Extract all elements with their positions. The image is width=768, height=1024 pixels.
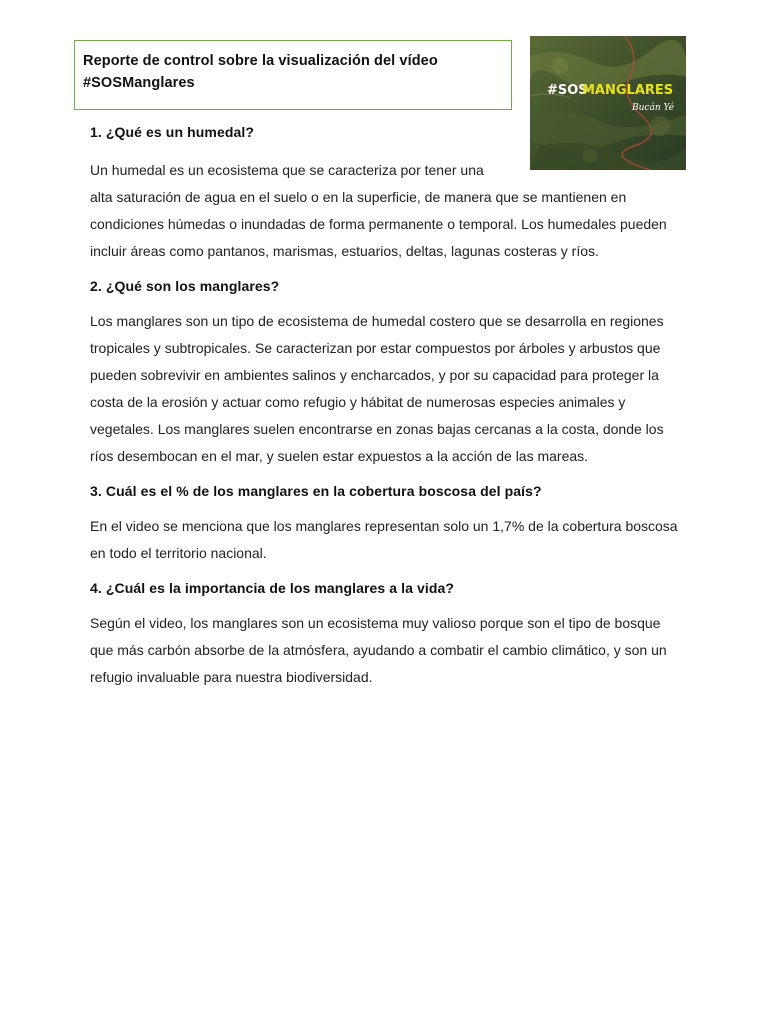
thumbnail-text-prefix: #SOS — [547, 83, 588, 98]
document-title: Reporte de control sobre la visualización del vídeo #SOSManglares — [83, 53, 438, 91]
thumbnail-signature: Bucán Yé — [632, 103, 674, 113]
question-4: 4. ¿Cuál es la importancia de los manglares a la vida? — [90, 580, 455, 596]
question-1: 1. ¿Qué es un humedal? — [90, 124, 255, 140]
answer-1-line1: Un humedal es un ecosistema que se caracteriza por tener una — [90, 162, 484, 178]
answer-1-rest: alta saturación de agua en el suelo o en la superficie, de manera que se mantienen en condiciones húmedas o inundadas de forma permanente o temporal. Los humedales pueden incluir áreas como pantanos, marismas, estuarios, deltas, lagunas costeras y ríos. — [90, 189, 667, 259]
answer-3: En el video se menciona que los manglares representan solo un 1,7% de la cobertura boscosa en todo el territorio nacional. — [90, 518, 678, 561]
question-2: 2. ¿Qué son los manglares? — [90, 278, 280, 294]
answer-4: Según el video, los manglares son un ecosistema muy valioso porque son el tipo de bosque que más carbón absorbe de la atmósfera, ayudando a combatir el cambio climático, y son un refugio invaluable para nuestra biodiversidad. — [90, 615, 667, 685]
document-body — [90, 122, 680, 702]
answer-1 — [90, 157, 680, 265]
title-box — [74, 40, 512, 110]
answer-2: Los manglares son un tipo de ecosistema de humedal costero que se desarrolla en regiones tropicales y subtropicales. Se caracterizan por estar compuestos por árboles y arbustos que pueden sobrevivir en ambientes salinos y encharcados, y por su capacidad para proteger la costa de la erosión y actuar como refugio y hábitat de numerosas especies animales y vegetales. Los manglares suelen encontrarse en zonas bajas cercanas a la costa, donde los ríos desembocan en el mar, y suelen estar expuestos a la acción de las mareas. — [90, 313, 664, 464]
question-3: 3. Cuál es el % de los manglares en la cobertura boscosa del país? — [90, 483, 542, 499]
thumbnail-text-highlight: MANGLARES — [582, 83, 674, 98]
